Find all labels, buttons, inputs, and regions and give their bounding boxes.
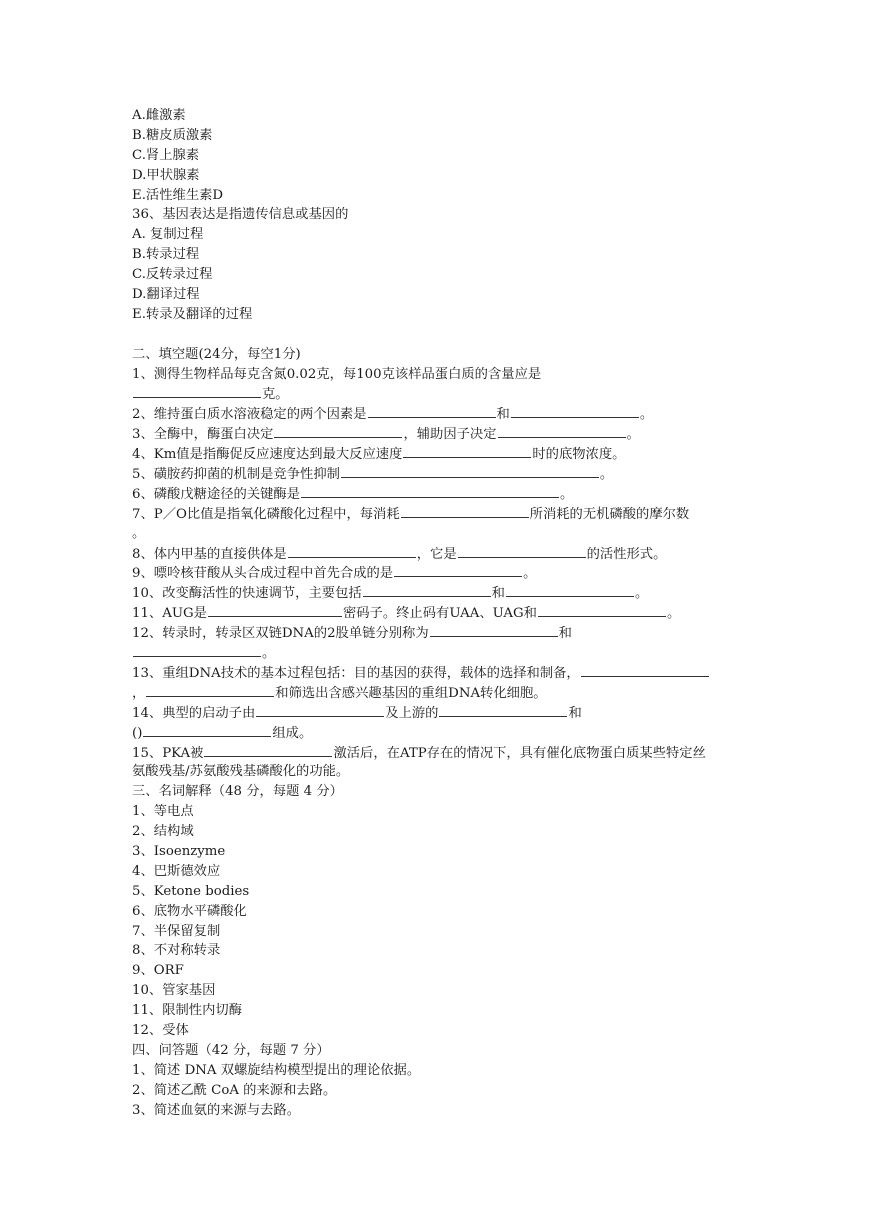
term-item: 1、等电点 <box>132 804 194 820</box>
option-c: C.肾上腺素 <box>132 147 200 163</box>
answer-blank[interactable] <box>341 464 599 478</box>
fill-q13-cont: ， 和筛选出含感兴趣基因的重组DNA转化细胞。 <box>132 683 752 703</box>
qa-item: 1、简述 DNA 双螺旋结构模型提出的理论依据。 <box>132 1062 421 1078</box>
fill-q14-cont: () 组成。 <box>132 723 752 743</box>
option-d: D.甲状腺素 <box>132 167 200 183</box>
fill-q9: 9、嘌呤核苷酸从头合成过程中首先合成的是 。 <box>132 563 752 583</box>
fill-q6: 6、磷酸戊糖途径的关键酶是 。 <box>132 484 752 504</box>
q36-option-e: E.转录及翻译的过程 <box>132 306 253 322</box>
option-b: B.糖皮质激素 <box>132 127 213 143</box>
term-item: 5、Ketone bodies <box>132 883 250 899</box>
fill-q7-cont: 。 <box>132 525 146 541</box>
option-a: A.雌激素 <box>132 108 186 123</box>
qa-item: 2、简述乙酰 CoA 的来源和去路。 <box>132 1082 337 1098</box>
answer-blank[interactable] <box>403 444 531 458</box>
terms-heading: 三、名词解释（48 分，每题 4 分） <box>132 784 343 800</box>
term-item: 12、受体 <box>132 1022 189 1038</box>
fill-q11: 11、AUG是 密码子。终止码有UAA、UAG和 。 <box>132 603 752 623</box>
fill-q15-cont: 氨酸残基/苏氨酸残基磷酸化的功能。 <box>132 764 350 780</box>
answer-blank[interactable] <box>394 563 522 577</box>
exam-document <box>132 106 752 1120</box>
fill-q13: 13、重组DNA技术的基本过程包括：目的基因的获得，载体的选择和制备， <box>132 663 752 683</box>
q36-option-b: B.转录过程 <box>132 247 200 263</box>
fill-q8: 8、体内甲基的直接供体是 ，它是 的活性形式。 <box>132 544 752 564</box>
answer-blank[interactable] <box>581 663 709 677</box>
fill-q2: 2、维持蛋白质水溶液稳定的两个因素是 和 。 <box>132 404 752 424</box>
answer-blank[interactable] <box>368 404 496 418</box>
term-item: 8、不对称转录 <box>132 943 221 959</box>
answer-blank[interactable] <box>133 384 261 398</box>
qa-heading: 四、问答题（42 分，每题 7 分） <box>132 1042 330 1058</box>
answer-blank[interactable] <box>274 424 402 438</box>
answer-blank[interactable] <box>511 404 639 418</box>
answer-blank[interactable] <box>363 583 491 597</box>
fill-q15: 15、PKA被 激活后，在ATP存在的情况下，具有催化底物蛋白质某些特定丝 <box>132 743 752 763</box>
question-36: 36、基因表达是指遗传信息或基因的 <box>132 207 349 223</box>
fill-q3: 3、全酶中，酶蛋白决定 ，辅助因子决定 。 <box>132 424 752 444</box>
fill-q10: 10、改变酶活性的快速调节，主要包括 和 。 <box>132 583 752 603</box>
term-item: 4、巴斯德效应 <box>132 863 221 879</box>
term-item: 7、半保留复制 <box>132 923 221 939</box>
term-item: 3、Isoenzyme <box>132 843 226 859</box>
answer-blank[interactable] <box>506 583 634 597</box>
term-item: 6、底物水平磷酸化 <box>132 903 247 919</box>
answer-blank[interactable] <box>256 703 384 717</box>
fill-q12-cont: 。 <box>132 643 752 663</box>
fill-q4: 4、Km值是指酶促反应速度达到最大反应速度 时的底物浓度。 <box>132 444 752 464</box>
q36-option-c: C.反转录过程 <box>132 267 213 283</box>
answer-blank[interactable] <box>133 643 261 657</box>
answer-blank[interactable] <box>430 623 558 637</box>
fill-q7: 7、P／O比值是指氧化磷酸化过程中，每消耗 所消耗的无机磷酸的摩尔数 <box>132 504 752 524</box>
q36-option-a: A. 复制过程 <box>132 227 204 243</box>
fill-q14: 14、典型的启动子由 及上游的 和 <box>132 703 752 723</box>
fill-q1-cont: 克。 <box>132 384 752 404</box>
term-item: 2、结构域 <box>132 824 194 840</box>
fill-q1: 1、测得生物样品每克含氮0.02克，每100克该样品蛋白质的含量应是 <box>132 366 542 382</box>
answer-blank[interactable] <box>498 424 626 438</box>
option-e: E.活性维生素D <box>132 187 224 203</box>
fill-blank-heading: 二、填空题(24分，每空1分) <box>132 346 301 362</box>
answer-blank[interactable] <box>458 544 586 558</box>
term-item: 11、限制性内切酶 <box>132 1003 242 1019</box>
answer-blank[interactable] <box>439 703 567 717</box>
answer-blank[interactable] <box>143 723 271 737</box>
answer-blank[interactable] <box>288 544 416 558</box>
term-item: 9、ORF <box>132 963 184 979</box>
q36-option-d: D.翻译过程 <box>132 287 200 303</box>
fill-q12: 12、转录时，转录区双链DNA的2股单链分别称为 和 <box>132 623 752 643</box>
section-spacer <box>132 325 752 345</box>
answer-blank[interactable] <box>301 484 559 498</box>
answer-blank[interactable] <box>146 683 274 697</box>
term-item: 10、管家基因 <box>132 983 216 999</box>
answer-blank[interactable] <box>208 603 342 617</box>
answer-blank[interactable] <box>401 504 529 518</box>
qa-item: 3、简述血氨的来源与去路。 <box>132 1102 301 1118</box>
fill-q5: 5、磺胺药抑菌的机制是竞争性抑制 。 <box>132 464 752 484</box>
answer-blank[interactable] <box>538 603 666 617</box>
answer-blank[interactable] <box>204 743 332 757</box>
